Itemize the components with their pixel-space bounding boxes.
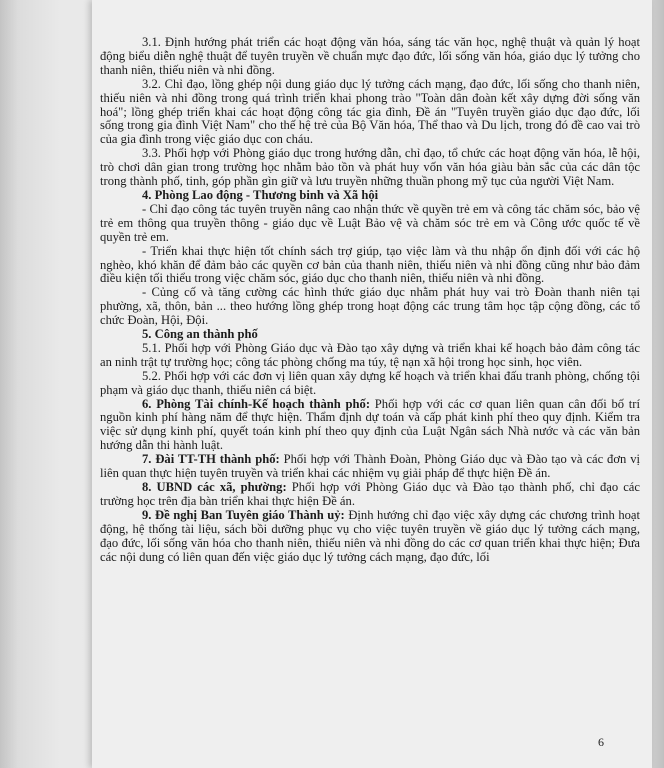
paragraph-7	[100, 453, 640, 481]
paragraph-4-c: - Củng cố và tăng cường các hình thức giáo dục nhằm phát huy vai trò Đoàn thanh niên tại phường, xã, thôn, bản ... theo hướng lồng ghép trong hoạt động các trung tâm học tập cộng đồng, các tổ chức Đoàn, Hội, Đội.	[100, 285, 640, 328]
paragraph-3-3: 3.3. Phối hợp với Phòng giáo dục trong hướng dẫn, chỉ đạo, tổ chức các hoạt động văn hóa, lễ hội, trò chơi dân gian trong trường học nhằm bảo tồn và phát huy vốn văn hóa giàu bản sắc của các dân tộc trong thành phố, tinh, góp phần gìn giữ và lưu truyền những thuần phong mỹ tục của người Việt Nam.	[100, 146, 640, 189]
paragraph-3-2: 3.2. Chỉ đạo, lồng ghép nội dung giáo dục lý tưởng cách mạng, đạo đức, lối sống cho thanh niên, thiếu niên và nhi đồng trong quá trình triển khai phong trào "Toàn dân đoàn kết xây dựng đời sống văn hoá"; lồng ghép triển khai các hoạt động công tác gia đình, Đề án "Tuyên truyền giáo dục đạo đức, lối sống trong gia đình Việt Nam" cho thế hệ trẻ của Bộ Văn hóa, Thể thao và Du lịch, trong đó đề cao vai trò của gia đình trong việc giáo dục con cháu.	[100, 76, 640, 147]
paragraph-6	[100, 398, 640, 454]
heading-5: 5. Công an thành phố	[142, 327, 258, 342]
paragraph-9-lead: 9. Đề nghị Ban Tuyên giáo Thành uỷ:	[142, 507, 345, 522]
page-number: 6	[598, 735, 604, 749]
heading-4: 4. Phòng Lao động - Thương binh và Xã hội	[142, 187, 379, 202]
paragraph-6-text: Phối hợp với các cơ quan liên quan cân đối bố trí nguồn kinh phí hàng năm để thực hiện. Thẩm định dự toán và cấp phát kinh phí theo quy định. Kiểm tra việc sử dụng kinh phí, quyết toán kinh phí theo quy định của Luật Ngân sách Nhà nước và các văn bản hướng dẫn thi hành luật.	[100, 396, 640, 453]
paragraph-8-lead: 8. UBND các xã, phường:	[142, 480, 287, 494]
paragraph-6-lead: 6. Phòng Tài chính-Kế hoạch thành phố:	[142, 396, 371, 411]
paragraph-8	[100, 481, 640, 509]
document-body	[100, 36, 640, 564]
paragraph-9-text: Định hướng chỉ đạo việc xây dựng các chương trình hoạt động, hệ thống tài liệu, sách bồi dưỡng phục vụ cho việc tuyên truyền về giáo dục lý tưởng cách mạng, đạo đức, lối sống văn hóa cho thanh niên, thiếu niên và nhi đồng do các cơ quan triển khai thực hiện; Đưa các nội dung có liên quan đến việc giáo dục lý tưởng cách mạng, đạo đức, lối	[100, 507, 641, 564]
paragraph-7-lead: 7. Đài TT-TH thành phố:	[142, 452, 280, 467]
paragraph-5-1: 5.1. Phối hợp với Phòng Giáo dục và Đào tạo xây dựng và triển khai kế hoạch bảo đảm công tác an ninh trật tự trường học; công tác phòng chống ma túy, tệ nạn xã hội trong học sinh, học viên.	[100, 340, 640, 369]
paragraph-5-2: 5.2. Phối hợp với các đơn vị liên quan xây dựng kế hoạch và triển khai đấu tranh phòng, chống tội phạm và giáo dục thanh, thiếu niên cá biệt.	[100, 368, 640, 397]
paragraph-8-text: Phối hợp với Phòng Giáo dục và Đào tạo thành phố, chỉ đạo các trường học trên địa bàn triển khai thực hiện Đề án.	[100, 480, 640, 508]
paragraph-7-text: Phối hợp với Thành Đoàn, Phòng Giáo dục và Đào tạo và các đơn vị liên quan thực hiện tuyên truyền và triển khai các nhiệm vụ giải pháp để thực hiện Đề án.	[100, 452, 640, 481]
paragraph-4-b: - Triển khai thực hiện tốt chính sách trợ giúp, tạo việc làm và thu nhập ổn định đối với các hộ nghèo, khó khăn để đảm bảo các quyền cơ bản của thanh niên, thiếu niên và nhi đồng cũng như bảo đảm điều kiện tối thiểu trong việc chăm sóc, giáo dục cho thanh niên, thiếu niên và nhi đồng.	[100, 243, 640, 286]
paragraph-3-1: 3.1. Định hướng phát triển các hoạt động văn hóa, sáng tác văn học, nghệ thuật và quản lý hoạt động biểu diễn nghệ thuật để tuyên truyền về chuẩn mực đạo đức, lối sống văn hóa, giáo dục lý tưởng cho thanh niên, thiếu niên và nhi đồng.	[100, 35, 640, 77]
paragraph-9	[100, 509, 640, 565]
paragraph-4-a: - Chỉ đạo công tác tuyên truyền nâng cao nhận thức về quyền trẻ em và công tác chăm sóc, bảo vệ trẻ em thông qua truyền thông - giáo dục về Luật Bảo vệ và chăm sóc trẻ em và Công ước quốc tế về quyền trẻ em.	[100, 201, 640, 244]
